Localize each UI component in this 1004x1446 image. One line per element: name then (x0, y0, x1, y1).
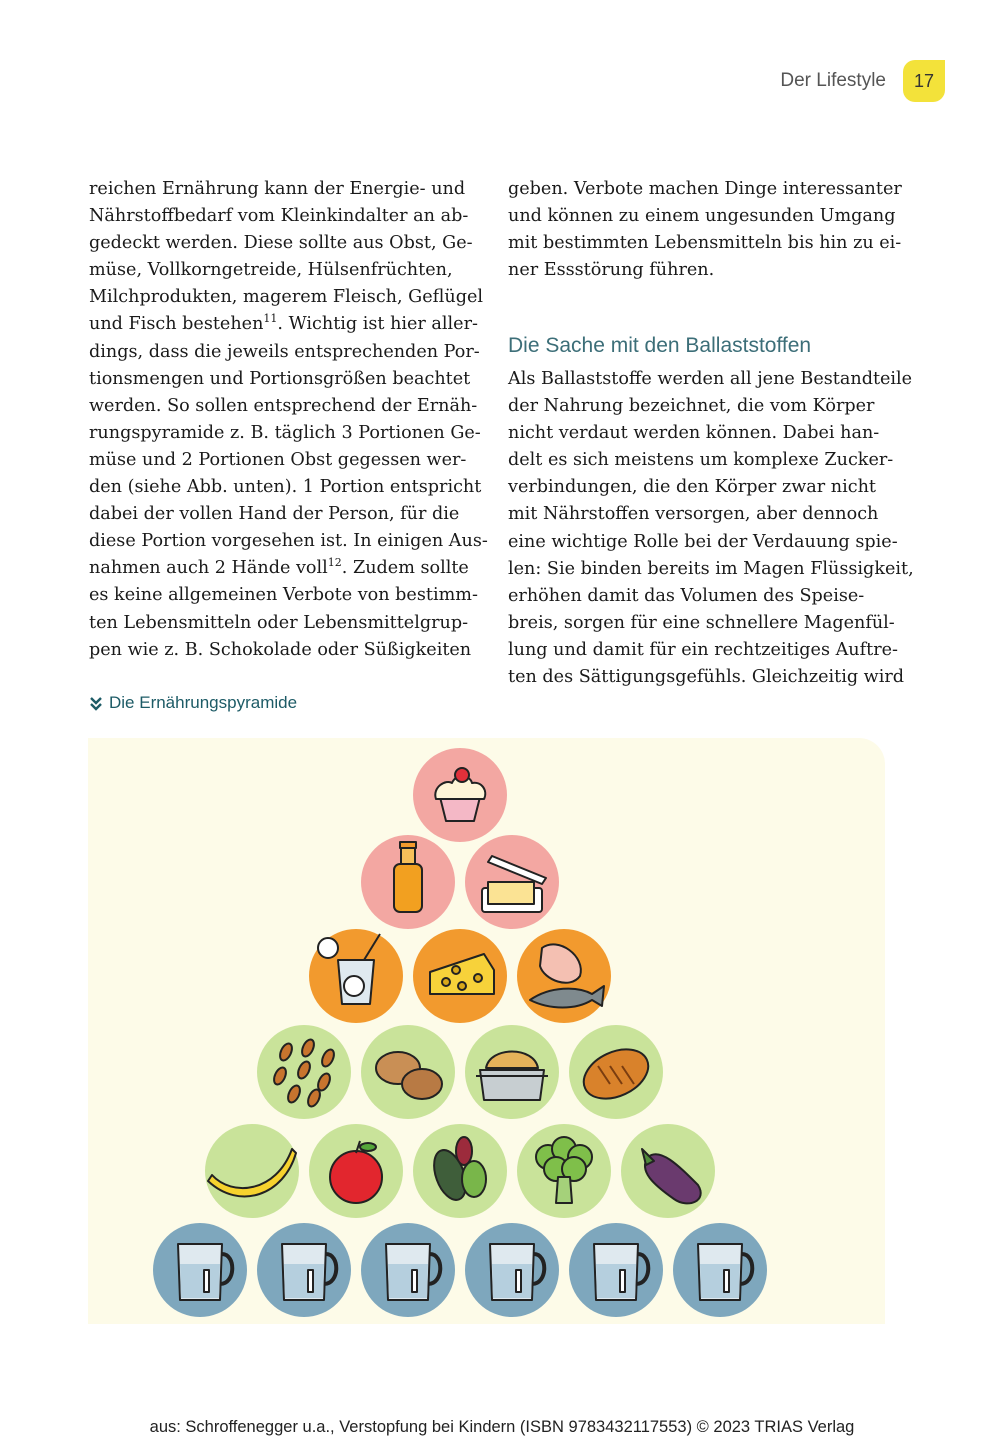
chevron-down-icon (89, 695, 103, 711)
oil-bottle-icon (361, 835, 455, 929)
right-column-bottom-line: verbindungen, die den Körper zwar nicht (508, 477, 876, 498)
footnote-reference[interactable]: 12 (327, 556, 342, 570)
left-column-line: nahmen auch 2 Hände voll$^{12}$. Zudem sollte (89, 556, 469, 579)
salad-icon (413, 1124, 507, 1218)
left-column-line: dabei der vollen Hand der Person, für die (89, 504, 460, 525)
figure-caption (89, 693, 297, 713)
pasta-icon (465, 1025, 559, 1119)
water-jug-icon (361, 1223, 455, 1317)
left-column-line: werden. So sollen entsprechend der Ernäh- (89, 395, 478, 416)
right-column-bottom-line: breis, sorgen für eine schnellere Magenfül- (508, 612, 895, 633)
broccoli-icon (517, 1124, 611, 1218)
butter-icon (465, 835, 559, 929)
left-column-line: es keine allgemeinen Verbote von bestimm- (89, 585, 478, 606)
right-text-column-bottom (508, 366, 914, 691)
running-header: Der Lifestyle (780, 70, 886, 91)
left-column-line: Milchprodukten, magerem Fleisch, Geflügel (89, 287, 484, 308)
right-column-top-line: geben. Verbote machen Dinge interessanter (508, 179, 902, 199)
right-column-bottom-line: nicht verdaut werden können. Dabei han- (508, 423, 880, 444)
right-column-bottom-line: eine wichtige Rolle bei der Verdauung spie- (508, 531, 898, 552)
bread-icon (569, 1025, 663, 1119)
eggplant-icon (621, 1124, 715, 1218)
water-jug-icon (465, 1223, 559, 1317)
right-column-bottom-line: ten des Sättigungsgefühls. Gleichzeitig wird (508, 667, 905, 688)
left-column-line: müse, Vollkorngetreide, Hülsenfrüchten, (89, 260, 453, 281)
right-column-top-line: und können zu einem ungesunden Umgang (508, 206, 896, 227)
water-jug-icon (673, 1223, 767, 1317)
water-jug-icon (569, 1223, 663, 1317)
water-jug-icon (153, 1223, 247, 1317)
figure-caption-text: Die Ernährungspyramide (109, 693, 298, 712)
left-column-line: Nährstoffbedarf vom Kleinkindalter an ab- (89, 206, 469, 227)
right-text-column-top (508, 176, 902, 284)
food-pyramid-graphic (88, 738, 885, 1324)
left-column-line: rungspyramide z. B. täglich 3 Portionen Ge- (89, 422, 481, 443)
water-jug-icon (257, 1223, 351, 1317)
right-column-bottom-line: delt es sich meistens um komplexe Zucker- (508, 450, 894, 471)
footnote-reference[interactable]: 11 (263, 312, 278, 326)
right-column-top-line: mit bestimmten Lebensmitteln bis hin zu ei- (508, 233, 902, 254)
left-column-line: diese Portion vorgesehen ist. In einigen Aus- (89, 531, 488, 552)
left-text-column (89, 176, 488, 664)
nuts-icon (257, 1025, 351, 1119)
left-column-line: reichen Ernährung kann der Energie- und (89, 179, 466, 199)
left-column-line: ten Lebensmitteln oder Lebensmittelgrup- (89, 612, 469, 633)
banana-icon (205, 1124, 299, 1218)
food-pyramid-figure (88, 738, 885, 1324)
cheese-icon (413, 929, 507, 1023)
left-column-line: dings, dass die jeweils entsprechenden Por- (89, 341, 480, 362)
left-column-line: müse und 2 Portionen Obst gegessen wer- (89, 449, 467, 470)
right-column-bottom-line: erhöhen damit das Volumen des Speise- (508, 585, 865, 606)
right-column-bottom-line: der Nahrung bezeichnet, die vom Körper (508, 396, 875, 417)
left-column-line: pen wie z. B. Schokolade oder Süßigkeiten (89, 639, 472, 660)
section-subheading: Die Sache mit den Ballaststoffen (508, 334, 812, 357)
left-column-line: gedeckt werden. Diese sollte aus Obst, Ge- (89, 233, 473, 254)
meat-fish-icon (517, 929, 611, 1023)
page-number-badge: 17 (903, 60, 945, 102)
cupcake-icon (413, 748, 507, 842)
right-column-bottom-line: len: Sie binden bereits im Magen Flüssigkeit, (508, 558, 914, 579)
left-column-line: tionsmengen und Portionsgrößen beachtet (89, 368, 471, 389)
right-column-bottom-line: lung und damit für ein rechtzeitiges Auftre- (508, 639, 898, 660)
potatoes-icon (361, 1025, 455, 1119)
left-column-line: den (siehe Abb. unten). 1 Portion entspricht (89, 477, 482, 498)
yogurt-icon (309, 929, 403, 1023)
apple-icon (309, 1124, 403, 1218)
left-column-line: und Fisch bestehen$^{11}$. Wichtig ist hier aller- (89, 312, 478, 335)
right-column-bottom-line: mit Nährstoffen versorgen, aber dennoch (508, 504, 879, 525)
footer-citation: aus: Schroffenegger u.a., Verstopfung bei Kindern (ISBN 9783432117553) © 2023 TRIAS Verlag (149, 1418, 855, 1436)
right-column-top-line: ner Essstörung führen. (508, 260, 715, 281)
right-column-bottom-line: Als Ballaststoffe werden all jene Bestandteile (508, 369, 913, 389)
